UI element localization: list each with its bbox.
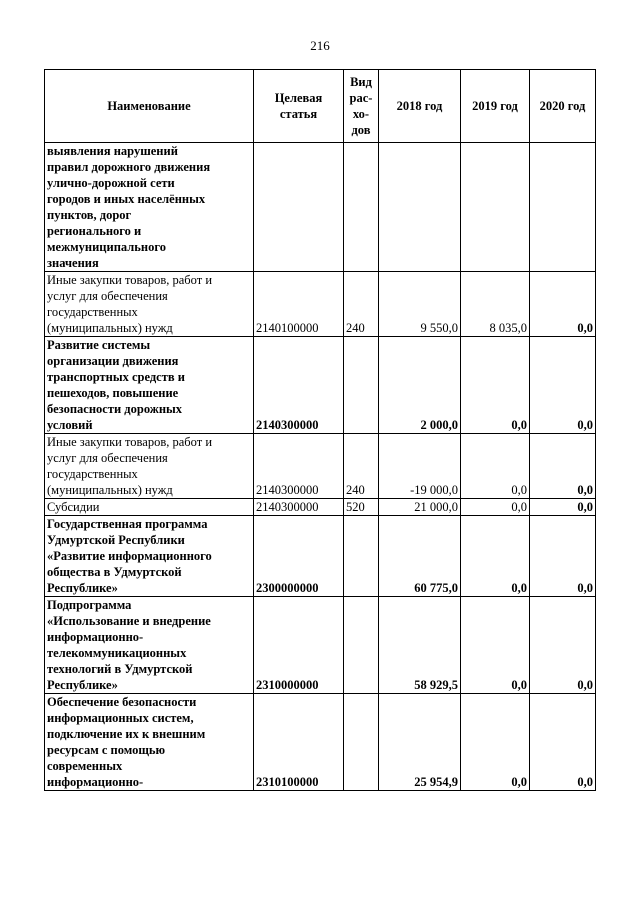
row-2020: 0,0: [530, 694, 596, 791]
table-row: [45, 597, 596, 694]
header-2019: 2019 год: [461, 70, 530, 143]
row-2018: 21 000,0: [379, 499, 461, 516]
row-2018: -19 000,0: [379, 434, 461, 499]
row-name: выявления нарушений правил дорожного движения улично-дорожной сети городов и иных населённых пунктов, дорог регионального и межмуниципального значения: [45, 143, 254, 272]
header-vid: Вид рас- хо- дов: [344, 70, 379, 143]
row-2018: [379, 143, 461, 272]
row-name: Обеспечение безопасности информационных систем, подключение их к внешним ресурсам с помощью современных информационно-: [45, 694, 254, 791]
row-name: Иные закупки товаров, работ и услуг для обеспечения государственных (муниципальных) нужд: [45, 272, 254, 337]
header-name: Наименование: [45, 70, 254, 143]
table-row: [45, 694, 596, 791]
header-target: Целевая статья: [254, 70, 344, 143]
row-2018: 9 550,0: [379, 272, 461, 337]
row-expense-type: [344, 694, 379, 791]
row-2020: 0,0: [530, 499, 596, 516]
row-name: Субсидии: [45, 499, 254, 516]
row-2020: 0,0: [530, 337, 596, 434]
table-row: [45, 516, 596, 597]
row-2019: 0,0: [461, 499, 530, 516]
row-target-code: 2140300000: [254, 337, 344, 434]
row-2018: 60 775,0: [379, 516, 461, 597]
row-2020: 0,0: [530, 272, 596, 337]
budget-table: [44, 69, 596, 791]
row-name: Иные закупки товаров, работ и услуг для обеспечения государственных (муниципальных) нужд: [45, 434, 254, 499]
row-2020: 0,0: [530, 597, 596, 694]
row-expense-type: 240: [344, 434, 379, 499]
row-name: Подпрограмма «Использование и внедрение информационно- телекоммуникационных технологий в Удмуртской Республике»: [45, 597, 254, 694]
row-2019: 0,0: [461, 434, 530, 499]
row-target-code: 2310000000: [254, 597, 344, 694]
table-row: [45, 499, 596, 516]
row-2018: 2 000,0: [379, 337, 461, 434]
table-row: [45, 143, 596, 272]
row-target-code: [254, 143, 344, 272]
row-target-code: 2140300000: [254, 434, 344, 499]
row-2019: 8 035,0: [461, 272, 530, 337]
header-2018: 2018 год: [379, 70, 461, 143]
row-expense-type: [344, 597, 379, 694]
row-expense-type: 240: [344, 272, 379, 337]
row-expense-type: 520: [344, 499, 379, 516]
row-2019: 0,0: [461, 516, 530, 597]
row-name: Государственная программа Удмуртской Республики «Развитие информационного общества в Удмуртской Республике»: [45, 516, 254, 597]
row-2020: 0,0: [530, 516, 596, 597]
row-2019: 0,0: [461, 694, 530, 791]
table-row: [45, 434, 596, 499]
table-header-row: [45, 70, 596, 143]
header-2020: 2020 год: [530, 70, 596, 143]
row-expense-type: [344, 143, 379, 272]
row-target-code: 2300000000: [254, 516, 344, 597]
page-number: 216: [310, 38, 330, 53]
row-2019: 0,0: [461, 337, 530, 434]
row-2019: [461, 143, 530, 272]
row-2020: [530, 143, 596, 272]
row-target-code: 2310100000: [254, 694, 344, 791]
row-expense-type: [344, 516, 379, 597]
table-row: [45, 337, 596, 434]
row-name: Развитие системы организации движения транспортных средств и пешеходов, повышение безопасности дорожных условий: [45, 337, 254, 434]
row-2020: 0,0: [530, 434, 596, 499]
row-expense-type: [344, 337, 379, 434]
row-2019: 0,0: [461, 597, 530, 694]
row-target-code: 2140100000: [254, 272, 344, 337]
row-2018: 25 954,9: [379, 694, 461, 791]
row-target-code: 2140300000: [254, 499, 344, 516]
row-2018: 58 929,5: [379, 597, 461, 694]
table-row: [45, 272, 596, 337]
